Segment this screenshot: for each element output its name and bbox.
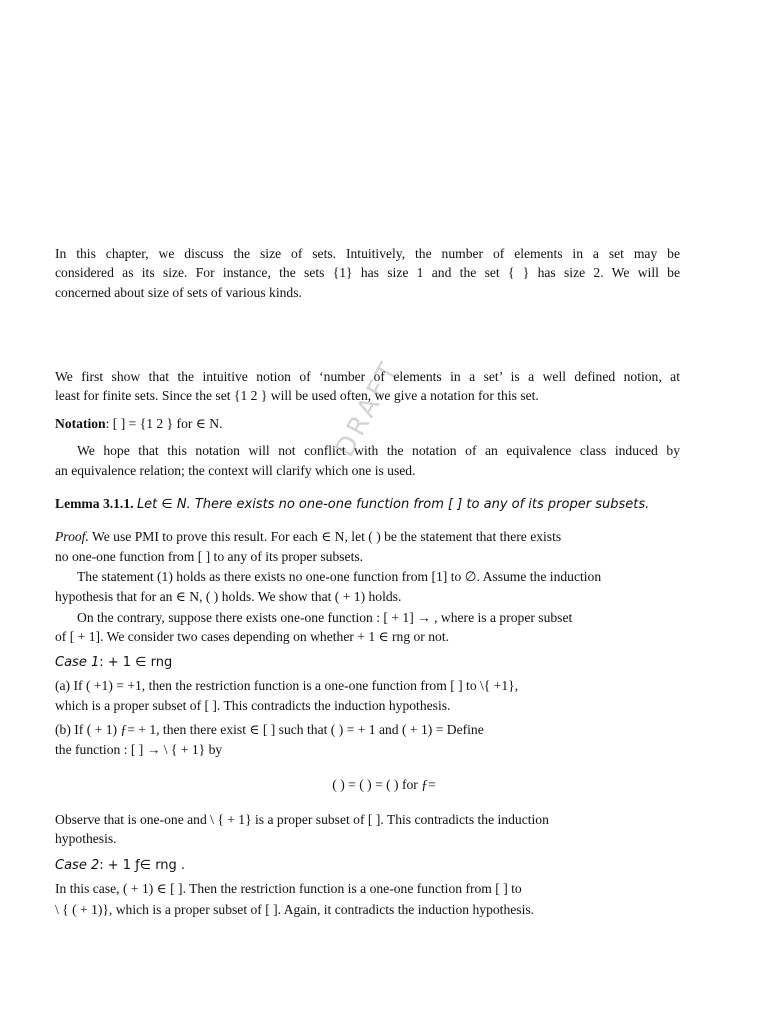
notation-text: : [ ] = {1 2 } for ∈ N.: [105, 416, 223, 431]
observe-line-1: Observe that is one-one and \ { + 1} is a proper subset of [ ]. This contradicts the induction: [55, 812, 549, 827]
case2-line-1: In this case, ( + 1) ∈ [ ]. Then the restriction function is a one-one function from [ ] to: [55, 881, 522, 896]
case2-label: Case 2: [55, 858, 100, 873]
remark-line-2: an equivalence relation; the context will clarify which one is used.: [55, 463, 416, 478]
lemma-text: Let ∈ N. There exists no one-one function from [ ] to any of its proper subsets.: [136, 497, 650, 512]
proof-line-6: of [ + 1]. We consider two cases depending on whether + 1 ∈ rng or not.: [55, 629, 450, 644]
proof-line-1: [55, 528, 680, 546]
formula: ( ) = ( ) = ( ) for ƒ=: [332, 777, 436, 792]
section-line-1: We first show that the intuitive notion of ‘number of elements in a set’ is a well defined notion, at: [55, 369, 680, 384]
section-line-2: least for finite sets. Since the set {1 2 } will be used often, we give a notation for this set.: [55, 388, 539, 403]
remark-line-1: We hope that this notation will not conflict with the notation of an equivalence class induced by: [77, 443, 680, 458]
intro-line-2: considered as its size. For instance, the sets {1} has size 1 and the set { } has size 2. We will be: [55, 265, 680, 280]
case1-label: Case 1: [55, 655, 100, 670]
proof-label: Proof.: [55, 529, 89, 544]
observe-line-2: hypothesis.: [55, 831, 117, 846]
intro-line-3: concerned about size of sets of various kinds.: [55, 285, 302, 300]
case1a-line-1: (a) If ( +1) = +1, then the restriction function is a one-one function from [ ] to \{ +1},: [55, 678, 519, 693]
case2-text: : + 1 ƒ∈ rng .: [99, 858, 186, 873]
case1-heading: [55, 653, 680, 672]
case1b-line-1: (b) If ( + 1) ƒ= + 1, then there exist ∈ [ ] such that ( ) = + 1 and ( + 1) = Define: [55, 722, 484, 737]
case2-line-2: \ { ( + 1)}, which is a proper subset of [ ]. Again, it contradicts the induction hypothesis.: [55, 902, 535, 917]
case2-heading: [55, 856, 680, 875]
proof-line-3: The statement (1) holds as there exists no one-one function from [1] to ∅. Assume the induction: [77, 569, 602, 584]
proof-line-2: no one-one function from [ ] to any of its proper subsets.: [55, 549, 364, 564]
case1b-line-2: the function : [ ] → \ { + 1} by: [55, 742, 223, 757]
case1a-line-2: which is a proper subset of [ ]. This contradicts the induction hypothesis.: [55, 698, 451, 713]
notation: [55, 415, 680, 433]
notation-label: Notation: [55, 416, 106, 431]
intro-line-1: In this chapter, we discuss the size of sets. Intuitively, the number of elements in a set may be: [55, 246, 680, 261]
proof-line-5: On the contrary, suppose there exists one-one function : [ + 1] → , where is a proper subset: [77, 610, 573, 625]
watermark: DRAFT: [330, 355, 406, 463]
proof-first-line: We use PMI to prove this result. For each ∈ N, let ( ) be the statement that there exists: [88, 529, 562, 544]
case1-text: : + 1 ∈ rng: [99, 655, 173, 670]
proof-line-4: hypothesis that for an ∈ N, ( ) holds. We show that ( + 1) holds.: [55, 589, 402, 604]
lemma-label: Lemma 3.1.1.: [55, 496, 134, 511]
lemma: [55, 495, 680, 514]
